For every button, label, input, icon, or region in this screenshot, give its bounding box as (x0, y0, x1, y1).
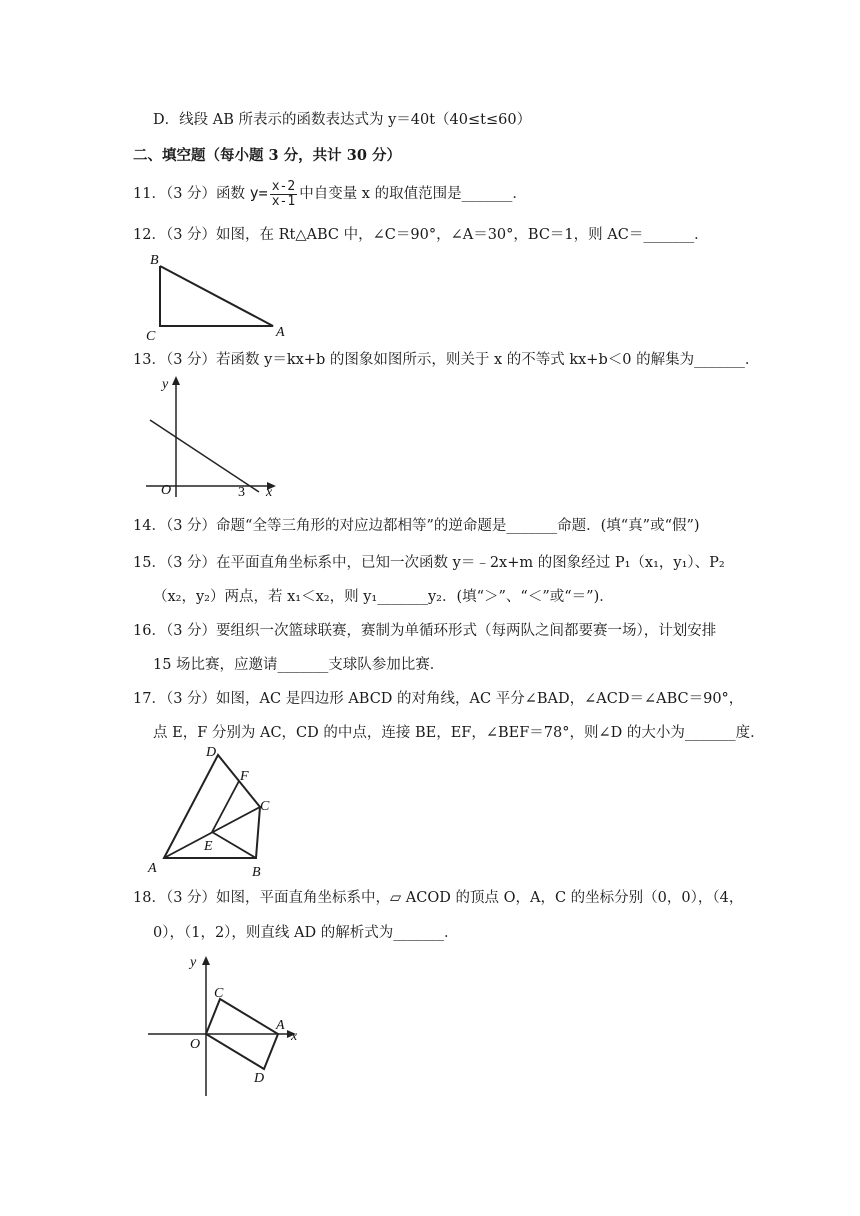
figure-18-parallelogram (148, 950, 308, 1100)
question-13: 13．（3 分）若函数 y＝kx+b 的图象如图所示，则关于 x 的不等式 kx+b＜0 的解集为_______． (133, 352, 760, 368)
fig13-label-three: 3 (238, 485, 245, 500)
question-11 (133, 178, 527, 209)
question-14: 14．（3 分）命题“全等三角形的对应边都相等”的逆命题是_______命题．(填“真”或“假”) (133, 518, 700, 534)
q11-prefix: 11．（3 分）函数 (133, 186, 250, 202)
figure-12-triangle (140, 248, 300, 344)
option-d: D．线段 AB 所表示的函数表达式为 y＝40t（40≤t≤60） (153, 112, 532, 128)
question-17-line-2: 点 E，F 分别为 AC，CD 的中点，连接 BE，EF，∠BEF＝78°，则∠D 的大小为_______度． (153, 725, 765, 741)
q11-numerator: x-2 (271, 178, 296, 194)
question-16-line-1: 16．（3 分）要组织一次篮球联赛，赛制为单循环形式（每两队之间都要赛一场），计划安排 (133, 623, 717, 639)
fig18-label-o: O (190, 1037, 201, 1052)
fig17-label-f: F (240, 769, 249, 784)
q11-y-equals: y= (249, 184, 268, 202)
fig13-label-y: y (162, 377, 169, 392)
fig17-label-c: C (260, 799, 270, 814)
fig12-label-a: A (276, 325, 285, 340)
fig18-label-d: D (254, 1071, 265, 1086)
fig18-label-y: y (190, 955, 197, 970)
fig18-label-a: A (276, 1018, 285, 1033)
question-18-line-1: 18．（3 分）如图，平面直角坐标系中，▱ ACOD 的顶点 O，A，C 的坐标分别（0，0），（4， (133, 890, 744, 906)
fig12-label-c: C (146, 329, 156, 344)
fig17-label-b: B (252, 865, 261, 880)
question-17-line-1: 17．（3 分）如图，AC 是四边形 ABCD 的对角线，AC 平分∠BAD，∠ACD＝∠ABC＝90°， (133, 691, 744, 707)
question-15-line-1: 15．（3 分）在平面直角坐标系中，已知一次函数 y＝﹣2x+m 的图象经过 P₁（x₁，y₁）、P₂ (133, 555, 725, 571)
q11-denominator: x-1 (271, 193, 296, 209)
fig17-label-e: E (204, 839, 213, 854)
fig12-label-b: B (150, 253, 159, 268)
fig13-label-o: O (161, 483, 172, 498)
fig17-label-d: D (206, 745, 217, 760)
question-12: 12．（3 分）如图，在 Rt△ABC 中，∠C＝90°，∠A＝30°，BC＝1，则 AC＝_______． (133, 227, 709, 243)
question-15-line-2: （x₂，y₂）两点，若 x₁＜x₂，则 y₁_______y₂．(填“＞”、“＜”或“＝”)． (153, 589, 614, 605)
fig17-label-a: A (148, 861, 157, 876)
q11-suffix: 中自变量 x 的取值范围是_______． (299, 186, 527, 202)
question-16-line-2: 15 场比赛，应邀请_______支球队参加比赛． (153, 657, 445, 673)
question-18-line-2: 0），（1，2），则直线 AD 的解析式为_______． (153, 925, 459, 941)
section-heading-fill-blank: 二、填空题（每小题 3 分，共计 30 分） (133, 147, 401, 164)
figure-13-graph (146, 372, 286, 500)
fig18-label-c: C (214, 986, 224, 1001)
figure-17-quadrilateral (142, 744, 282, 880)
fig13-label-x: x (266, 485, 273, 500)
q11-fraction (270, 180, 297, 209)
fig18-label-x: x (291, 1029, 298, 1044)
